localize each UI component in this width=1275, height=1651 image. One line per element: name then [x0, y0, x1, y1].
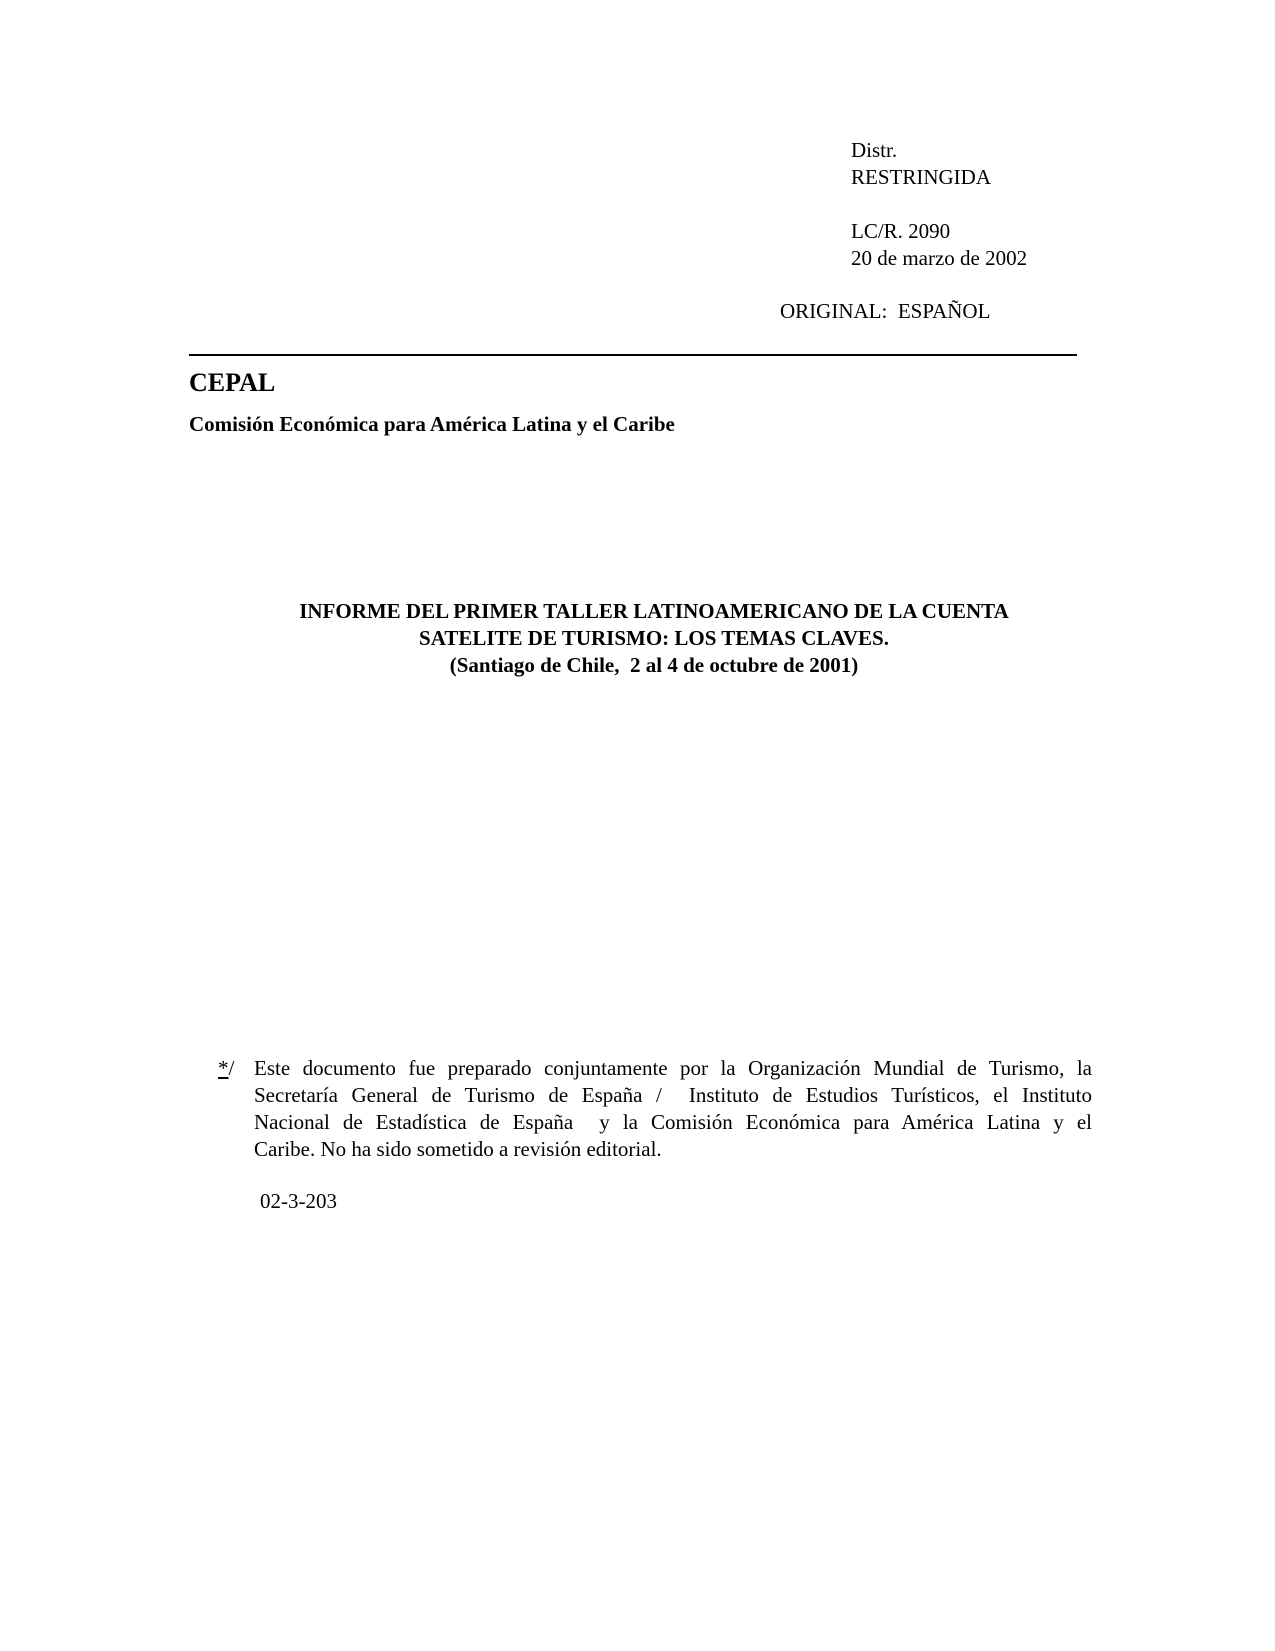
footnote-line-3: Nacional de Estadística de España y la Comisión Económica para América Latina y el	[254, 1110, 1092, 1134]
organization-acronym: CEPAL	[189, 368, 276, 397]
document-date: 20 de marzo de 2002	[851, 246, 1028, 270]
document-code: 02-3-203	[260, 1189, 337, 1213]
title-line-3: (Santiago de Chile, 2 al 4 de octubre de 2001)	[449, 653, 859, 677]
title-line-2: SATELITE DE TURISMO: LOS TEMAS CLAVES.	[419, 626, 889, 650]
original-language: ORIGINAL: ESPAÑOL	[780, 299, 991, 323]
header-divider	[189, 354, 1077, 356]
distribution-label: Distr.	[851, 138, 898, 162]
footnote-line-1: Este documento fue preparado conjuntamente por la Organización Mundial de Turismo, la	[254, 1056, 1092, 1080]
organization-full-name: Comisión Económica para América Latina y el Caribe	[189, 412, 675, 436]
title-line-1: INFORME DEL PRIMER TALLER LATINOAMERICANO DE LA CUENTA	[299, 599, 1009, 623]
document-symbol: LC/R. 2090	[851, 219, 951, 243]
footnote-slash: /	[228, 1056, 235, 1080]
distribution-value: RESTRINGIDA	[851, 165, 991, 189]
footnote-marker	[218, 1055, 234, 1082]
footnote-asterisk: *	[218, 1056, 229, 1080]
footnote-line-2: Secretaría General de Turismo de España / Instituto de Estudios Turísticos, el Instituto	[254, 1083, 1092, 1107]
footnote-line-4: Caribe. No ha sido sometido a revisión editorial.	[254, 1137, 662, 1161]
footnote	[218, 1055, 1092, 1163]
document-title	[189, 598, 1119, 679]
footnote-text	[254, 1055, 1092, 1163]
